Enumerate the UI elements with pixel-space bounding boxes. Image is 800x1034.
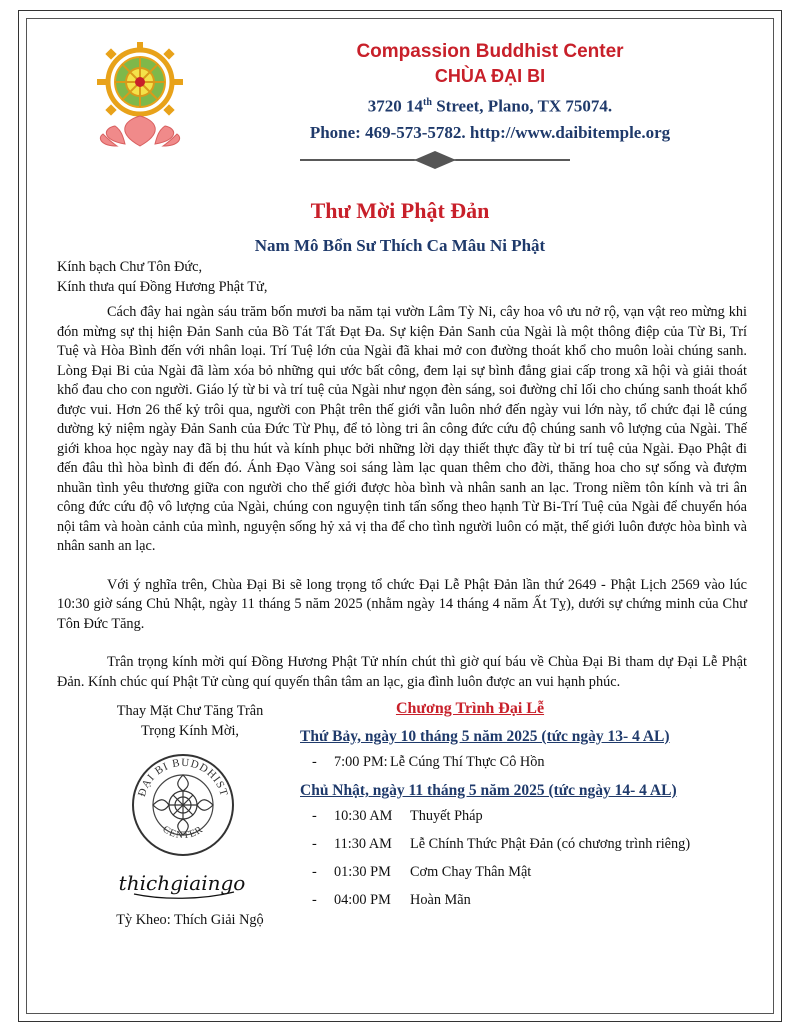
closing-line-2: Trọng Kính Mời, — [141, 722, 239, 739]
event-time: 7:00 PM: — [334, 754, 388, 770]
org-name-vietnamese: CHÙA ĐẠI BI — [434, 66, 546, 86]
program-title: Chương Trình Đại Lễ — [395, 700, 545, 717]
letter-subtitle: Nam Mô Bổn Sư Thích Ca Mâu Ni Phật — [254, 236, 546, 255]
letter-title: Thư Mời Phật Đản — [310, 198, 490, 223]
org-name: Compassion Buddhist Center — [356, 41, 624, 62]
list-item: - 7:00 PM: Lễ Cúng Thí Thực Cô Hồn — [312, 754, 760, 774]
day-1-heading: Thứ Bảy, ngày 10 tháng 5 năm 2025 (tức ngày 13- 4 AL) — [300, 728, 670, 745]
address: 3720 14th Street, Plano, TX 75074. — [367, 96, 613, 116]
event-name: Lễ Cúng Thí Thực Cô Hồn — [390, 754, 545, 770]
ornamental-divider — [300, 150, 570, 170]
event-name: Cơm Chay Thân Mật — [410, 864, 532, 880]
event-name: Lễ Chính Thức Phật Đản (có chương trình riêng) — [410, 836, 691, 852]
paragraph-2: Với ý nghĩa trên, Chùa Đại Bi sẽ long trọng tổ chức Đại Lễ Phật Đản lần thứ 2649 - Phật Lịch 2569 vào lúc 10:30 giờ sáng Chủ Nhật, ngày 11 tháng 5 năm 2025 (nhằm ngày 14 tháng 4 năm Ất Tỵ), dưới sự chứng minh của Chư Tôn Đức Tăng. — [57, 576, 747, 632]
list-item: - 10:30 AM Thuyết Pháp — [312, 808, 760, 828]
paragraph-1: Cách đây hai ngàn sáu trăm bốn mươi ba năm tại vườn Lâm Tỳ Ni, cây hoa vô ưu nở rộ, vạn vật reo mừng khi đón mừng sự thị hiện Đản Sanh của Bồ Tát Tất Đạt Đa. Sự kiện Đản Sanh của Ngài là một thông điệp của Từ Bi, Trí Tuệ và Hòa Bình đến với nhân loại. Trí Tuệ lớn của Ngài đã khai mở con đường thoát khổ cho muôn loài chúng sanh. Lòng Đại Bi của Ngài đã làm xóa bỏ những qui ước bất công, đem lại sự bình đẳng giai cấp trong xã hội và giải thoát khổ đau cho con người. Giáo lý từ bi và trí tuệ của Ngài như ngọn đèn sáng, soi đường chỉ lối cho chúng sanh thoát khổ được vui. Hơn 26 thế kỷ trôi qua, người con Phật trên thế giới vẫn luôn nhớ đến ngày vui lớn này, tổ chức đại lễ cúng dường kỷ niệm ngày Đản Sanh của Đức Từ Phụ, để tỏ lòng tri ân công đức cứu độ chúng sanh vô lượng của Ngài. Thế giới khoa học ngày nay đã bị thu hút và kính phục bởi những lời dạy thiết thực đầy từ bi trí tuệ của Ngài. Đạo Phật đi đến đâu thì hòa bình đi đến đó. Ánh Đạo Vàng soi sáng làm lạc quan thêm cho đời, thăng hoa cho sự sống và đượm nhuần tình yêu thương giữa con người cho thế giới được hòa bình và nhân sanh an lạc. Trong niềm tôn kính và tri ân công đức cứu độ vô lượng của Ngài, chúng con nguyện tinh tấn sống theo hạnh Từ Bi-Trí Tuệ của Ngài để chuyển hóa nội tâm và hoàn cảnh của mình, nguyện sống hỷ xả vị tha để cho tình người luôn có mặt, thế giới luôn được hòa bình và nhân sanh an lạc. — [57, 304, 747, 554]
signature — [112, 862, 252, 902]
temple-seal — [130, 752, 236, 858]
closing-block — [85, 702, 295, 741]
closing-line-1: Thay Mặt Chư Tăng Trân — [116, 703, 264, 719]
salutation-1: Kính bạch Chư Tôn Đức, — [57, 259, 203, 275]
svg-text:CENTER — [161, 824, 206, 841]
event-name: Hoàn Mãn — [410, 892, 471, 908]
event-time: 04:00 PM — [334, 892, 391, 908]
letterhead — [230, 40, 750, 146]
list-item: - 11:30 AM Lễ Chính Thức Phật Đản (có chương trình riêng) — [312, 836, 760, 856]
salutation-2: Kính thưa quí Đồng Hương Phật Tử, — [57, 278, 268, 295]
event-time: 10:30 AM — [334, 808, 393, 824]
phone-website: Phone: 469-573-5782. http://www.daibitemple.org — [309, 122, 671, 142]
list-item: - 01:30 PM Cơm Chay Thân Mật — [312, 864, 760, 884]
letter-body — [57, 258, 747, 692]
program-schedule — [300, 700, 760, 920]
dharma-wheel-lotus-logo — [95, 40, 185, 150]
event-time: 01:30 PM — [334, 864, 391, 880]
signer-name: Tỳ Kheo: Thích Giải Ngộ — [116, 912, 264, 928]
day-2-heading: Chủ Nhật, ngày 11 tháng 5 năm 2025 (tức ngày 14- 4 AL) — [300, 782, 677, 799]
seal-text-bottom: CENTER — [160, 823, 206, 842]
list-item: - 04:00 PM Hoàn Mãn — [312, 892, 760, 912]
signature-text: thichgiaingo — [118, 871, 246, 895]
event-time: 11:30 AM — [334, 836, 392, 852]
seal-text-top: ĐẠI BI BUDDHIST — [135, 756, 231, 799]
event-name: Thuyết Pháp — [410, 808, 483, 824]
paragraph-3: Trân trọng kính mời quí Đồng Hương Phật Tử nhín chút thì giờ quí báu về Chùa Đại Bi tham dự Đại Lễ Phật Đản. Kính chúc quí Phật Tử cùng quí quyến thân tâm an lạc, gia đình luôn được an vui hạnh phúc. — [57, 654, 747, 690]
